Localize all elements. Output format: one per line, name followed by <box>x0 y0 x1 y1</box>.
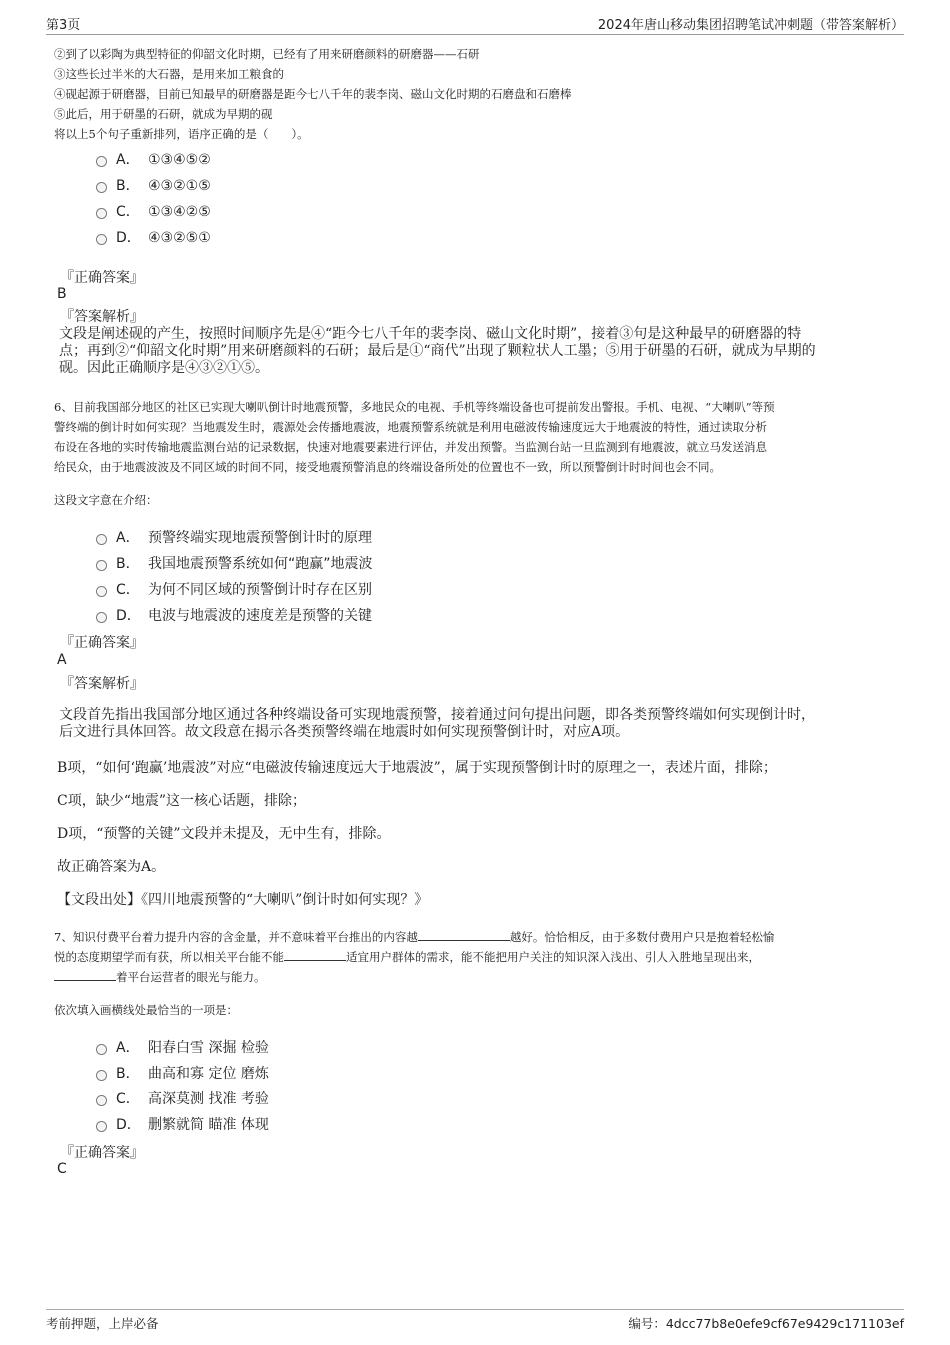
q7-answer-label: 『正确答案』 <box>60 1145 144 1161</box>
question-6-text: 6、目前我国部分地区的社区已实现大喇叭倒计时地震预警，多地民众的电视、手机等终端设备也可提前发出警报。手机、电视、“大喇叭”等预 警终端的倒计时如何实现？当地震发生时，震源处会传播地震波，地震预警系统就是利用电磁波传输速度远大于地震波的特性，通过读取分析 布设在各地的实时传输地震监测台站的记录数据，快速对地震要素进行评估，并发出预警。当监测台站一旦监测到有地震波，就立马发送消息 给民众，由于地震波波及不同区域的时间不同，接受地震预警消息的终端设备所处的位置也不一致，所以预警倒计时时间也会不同。 <box>54 400 775 474</box>
q5-answer: B <box>57 286 67 302</box>
page-header <box>46 14 904 35</box>
page-number: 第3页 <box>46 18 81 33</box>
q6-c-note: C项，缺少“地震”这一核心话题，排除； <box>57 793 307 809</box>
q6-option-d[interactable]: D． 电波与地震波的速度差是预警的关键 <box>96 605 372 625</box>
radio-icon[interactable] <box>96 208 107 219</box>
q5-line: ④砚起源于研磨器，目前已知最早的研磨器是距今七八千年的裴李岗、磁山文化时期的石磨盘和石磨棒 <box>54 87 572 101</box>
radio-icon[interactable] <box>96 1070 107 1081</box>
radio-icon[interactable] <box>96 560 107 571</box>
question-7-text: 7、知识付费平台着力提升内容的含金量，并不意味着平台推出的内容越 越好。恰恰相反，由于多数付费用户只是抱着轻松愉 悦的态度期望学而有获，所以相关平台能不能 适宜用户群体的需求，能不能把用户关注的知识深入浅出、引人入胜地呈现出来， 着平台运营者的眼光与能力。 <box>54 930 775 984</box>
q5-line: ③这些长过半米的大石器，是用来加工粮食的 <box>54 67 284 81</box>
page-footer <box>46 1309 904 1331</box>
q6-answer-label: 『正确答案』 <box>60 635 144 651</box>
q6-conclusion: 故正确答案为A。 <box>57 859 166 875</box>
q6-d-note: D项，“预警的关键”文段并未提及，无中生有，排除。 <box>57 826 391 842</box>
q5-option-b[interactable]: B． ④③②①⑤ <box>96 175 211 195</box>
q6-option-a[interactable]: A． 预警终端实现地震预警倒计时的原理 <box>96 527 372 547</box>
q7-option-d[interactable]: D． 删繁就简 瞄准 体现 <box>96 1114 269 1134</box>
q7-option-b[interactable]: B． 曲高和寡 定位 磨炼 <box>96 1063 269 1083</box>
document-title: 2024年唐山移动集团招聘笔试冲刺题（带答案解析） <box>597 18 904 33</box>
q5-line: 将以上5个句子重新排列，语序正确的是（ ）。 <box>54 127 309 141</box>
q6-analysis-label: 『答案解析』 <box>60 676 144 692</box>
fill-blank-2[interactable] <box>284 948 346 961</box>
q5-analysis-label: 『答案解析』 <box>60 309 144 325</box>
q7-answer: C <box>57 1161 67 1177</box>
q5-line: ⑤此后，用于研墨的石研，就成为早期的砚 <box>54 107 273 121</box>
radio-icon[interactable] <box>96 1121 107 1132</box>
q6-source: 【文段出处】《四川地震预警的“大喇叭”倒计时如何实现？》 <box>57 892 429 908</box>
q6-b-note: B项，“如何‘跑赢’地震波”对应“电磁波传输速度远大于地震波”，属于实现预警倒计时的原理之一，表述片面，排除； <box>57 760 777 776</box>
q7-option-c[interactable]: C． 高深莫测 找准 考验 <box>96 1088 269 1108</box>
radio-icon[interactable] <box>96 586 107 597</box>
q5-analysis: 文段是阐述砚的产生，按照时间顺序先是④“距今七八千年的裴李岗、磁山文化时期”，接着③句是这种最早的研磨器的特 点；再到②“仰韶文化时期”用来研磨颜料的石研；最后是①“商代”出现了颗粒状人工墨；⑤用于研墨的石研，就成为早期的 砚。因此正确顺序是④③②①⑤。 <box>59 326 816 376</box>
radio-icon[interactable] <box>96 1095 107 1106</box>
q6-option-c[interactable]: C． 为何不同区域的预警倒计时存在区别 <box>96 579 372 599</box>
question-5-text <box>54 44 572 144</box>
fill-blank-1[interactable] <box>418 928 510 941</box>
radio-icon[interactable] <box>96 534 107 545</box>
fill-blank-3[interactable] <box>54 968 116 981</box>
radio-icon[interactable] <box>96 156 107 167</box>
q7-option-a[interactable]: A． 阳春白雪 深掘 检验 <box>96 1037 269 1057</box>
q5-line: ②到了以彩陶为典型特征的仰韶文化时期，已经有了用来研磨颜料的研磨器——石研 <box>54 47 480 61</box>
radio-icon[interactable] <box>96 1044 107 1055</box>
radio-icon[interactable] <box>96 234 107 245</box>
q5-option-d[interactable]: D． ④③②⑤① <box>96 227 211 247</box>
q6-option-b[interactable]: B． 我国地震预警系统如何“跑赢”地震波 <box>96 553 373 573</box>
q6-prompt: 这段文字意在介绍： <box>54 493 158 507</box>
q5-answer-label: 『正确答案』 <box>60 270 144 286</box>
q6-analysis: 文段首先指出我国部分地区通过各种终端设备可实现地震预警，接着通过问句提出问题，即各类预警终端如何实现倒计时， 后文进行具体回答。故文段意在揭示各类预警终端在地震时如何实现预警倒计时，对应A项。 <box>59 707 815 740</box>
footer-slogan: 考前押题，上岸必备 <box>46 1316 159 1331</box>
document-id: 编号：4dcc77b8e0efe9cf67e9429c171103ef <box>628 1316 904 1331</box>
radio-icon[interactable] <box>96 612 107 623</box>
q7-prompt: 依次填入画横线处最恰当的一项是： <box>54 1003 238 1017</box>
q5-option-c[interactable]: C． ①③④②⑤ <box>96 201 211 221</box>
radio-icon[interactable] <box>96 182 107 193</box>
q6-answer: A <box>57 652 67 668</box>
q5-option-a[interactable]: A． ①③④⑤② <box>96 149 211 169</box>
